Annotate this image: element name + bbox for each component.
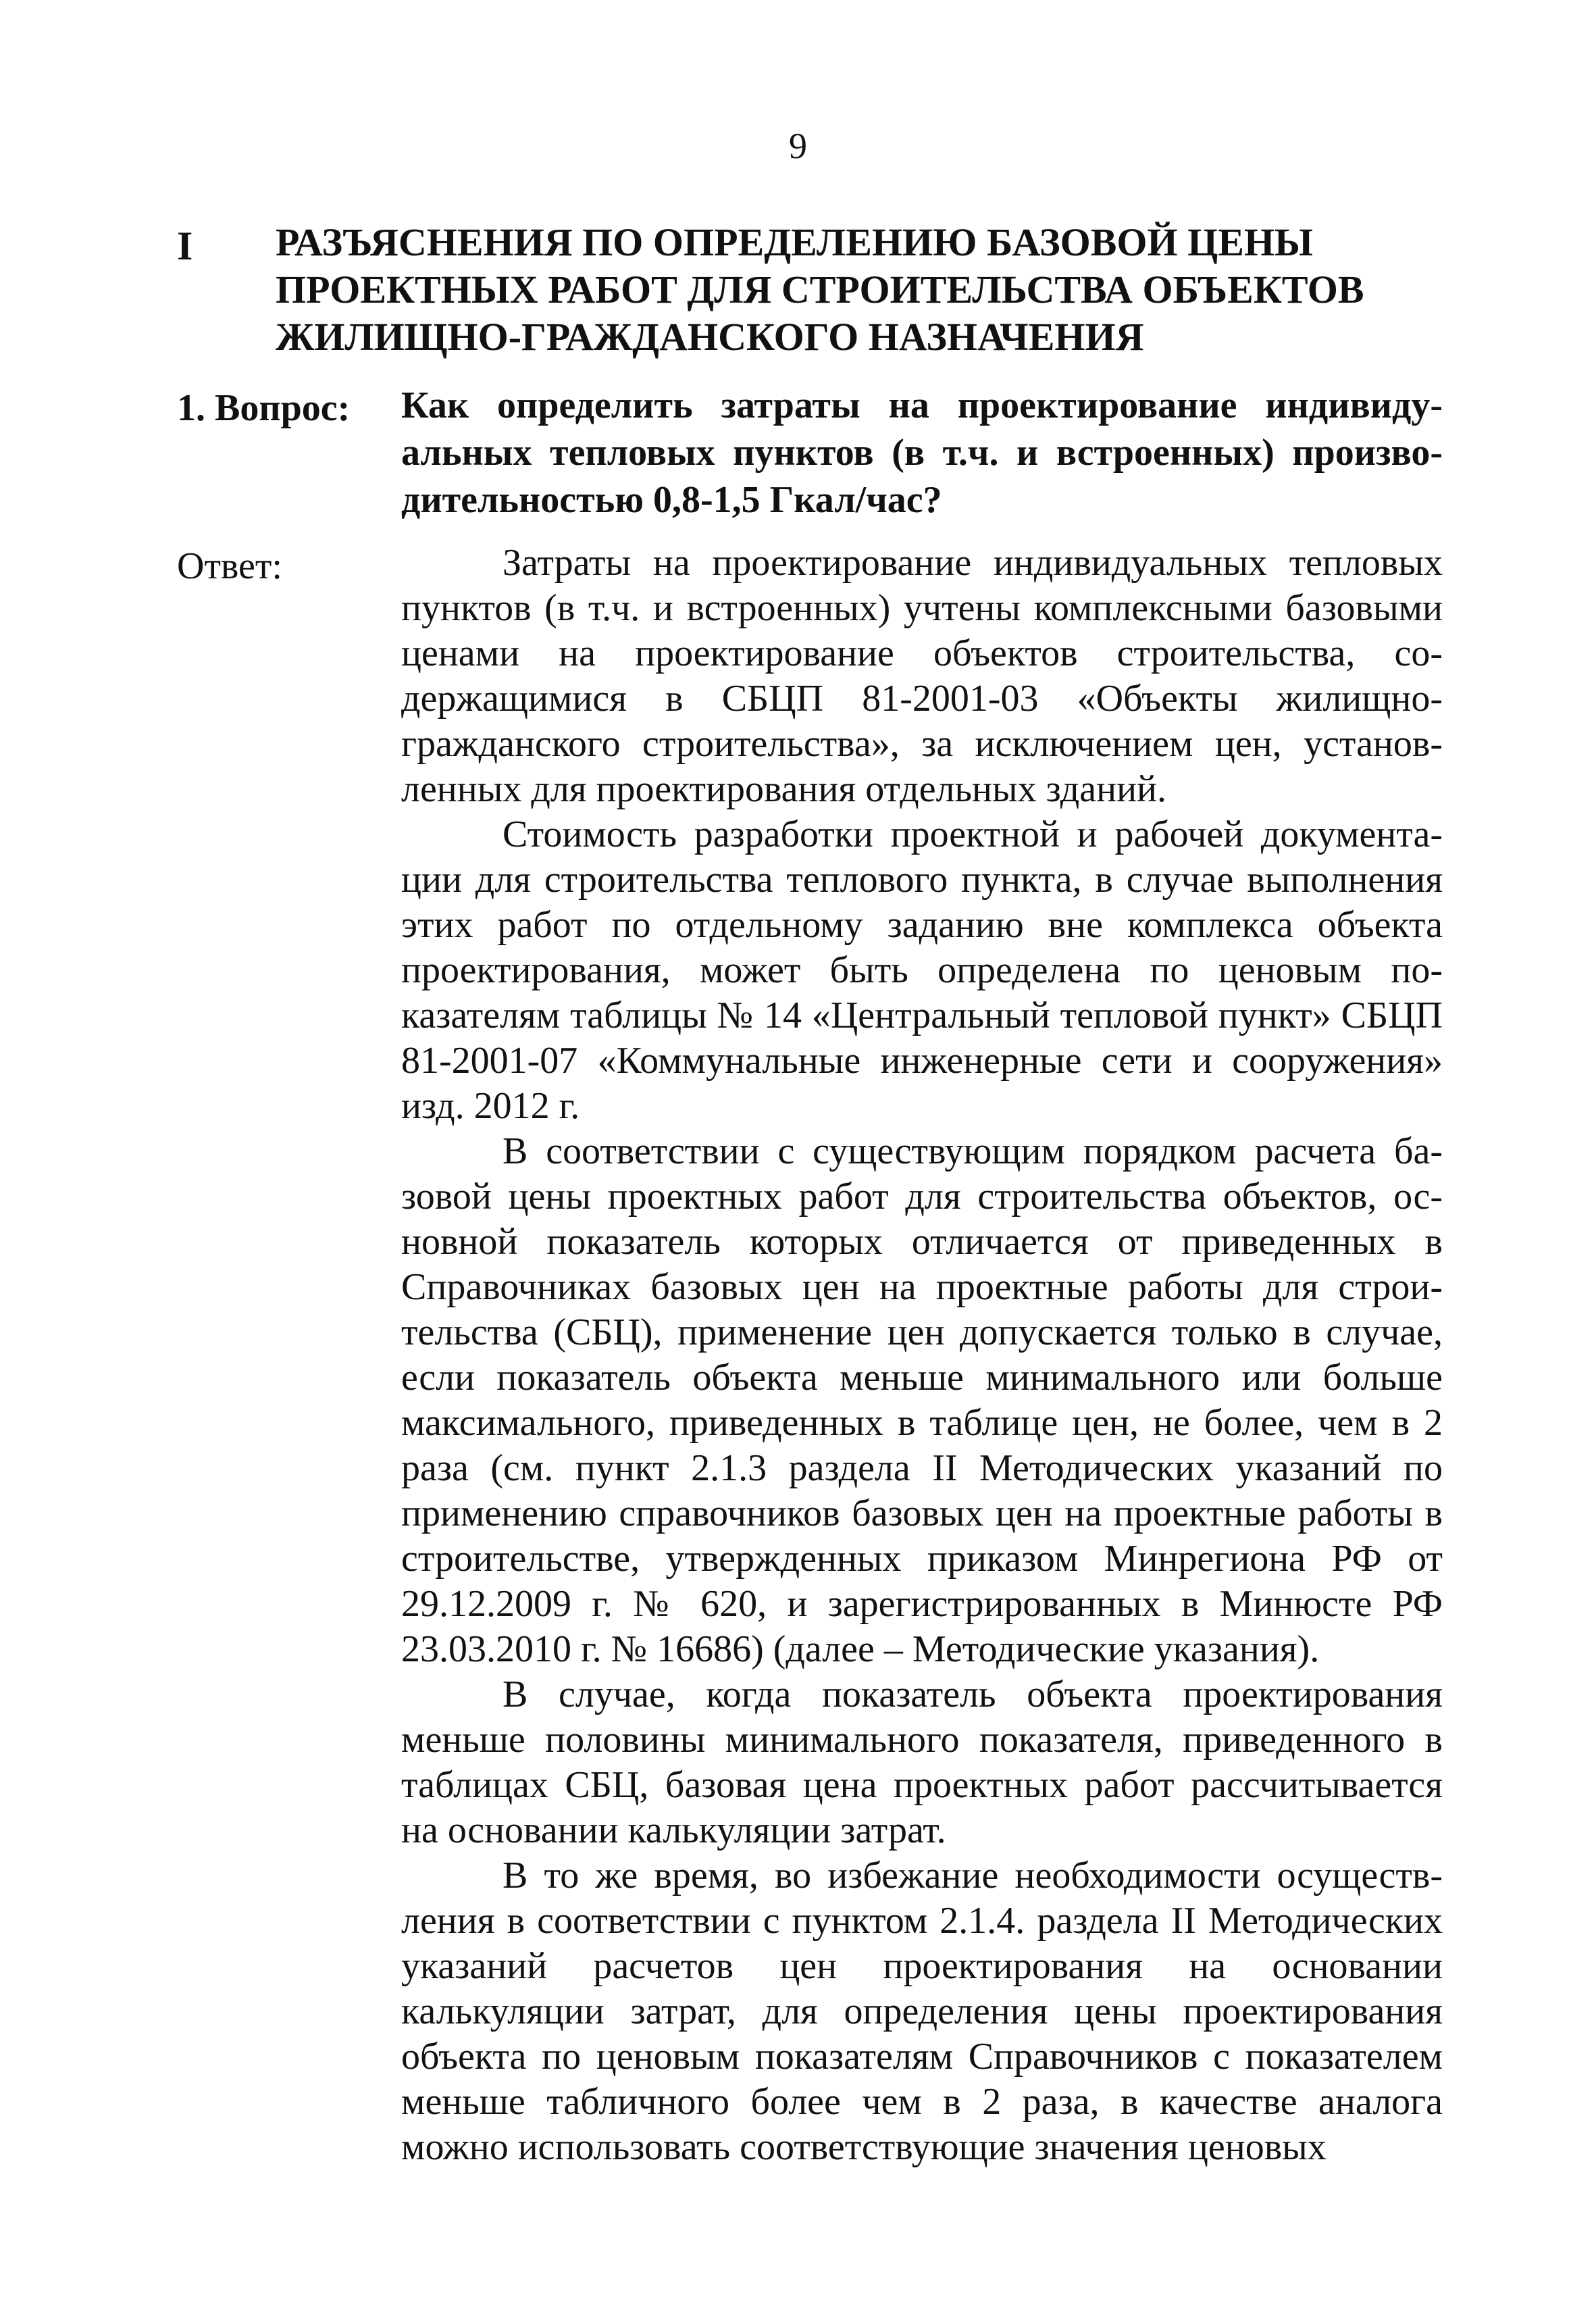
question-label: 1. Вопрос: (177, 387, 351, 429)
answer-paragraph: В то же время, во избежание необходимости осуществления в соответствии с пунктом 2.1.4. раздела II Методических указаний расчетов цен проектирования на основании калькуляции затрат, для определения цены проектирования объекта по ценовым показателям Справочников с показателем меньше табличного более чем в 2 раза, в качестве аналога можно использовать соответствующие значения ценовых (401, 1855, 1443, 2168)
answer-label: Ответ: (177, 545, 282, 587)
question-text: Как определить затраты на проектирование индивидуальных тепловых пунктов (в т.ч. и встроенных) производительностью 0,8-1,5 Гкал/час? (401, 384, 1443, 521)
section-title-line: РАЗЪЯСНЕНИЯ ПО ОПРЕДЕЛЕНИЮ БАЗОВОЙ ЦЕНЫ (276, 220, 1314, 264)
answer-paragraph: В соответствии с существующим порядком расчета базовой цены проектных работ для строительства объектов, основной показатель которых отличается от приведенных в Справочниках базовых цен на проектные работы для строительства (СБЦ), применение цен допускается только в случае, если показатель объекта меньше минимального или больше максимального, приведенных в таблице цен, не более, чем в 2 раза (см. пункт 2.1.3 раздела II Методических указаний по применению справочников базовых цен на проектные работы в строительстве, утвержденных приказом Минрегиона РФ от 29.12.2009 г. № 620, и зарегистрированных в Минюсте РФ 23.03.2010 г. № 16686) (далее – Методические указания). (401, 1130, 1443, 1670)
section-title (276, 219, 1424, 361)
section-title-line: ЖИЛИЩНО-ГРАЖДАНСКОГО НАЗНАЧЕНИЯ (276, 315, 1144, 359)
answer-paragraph: Затраты на проектирование индивидуальных тепловых пунктов (в т.ч. и встроенных) учтены комплексными базовыми ценами на проектирование объектов строительства, содержащимися в СБЦП 81-2001-03 «Объекты жилищно-гражданского строительства», за исключением цен, установленных для проектирования отдельных зданий. (401, 542, 1443, 810)
page-number: 9 (789, 126, 807, 166)
section-title-line: ПРОЕКТНЫХ РАБОТ ДЛЯ СТРОИТЕЛЬСТВА ОБЪЕКТОВ (276, 268, 1364, 311)
answer-paragraph: В случае, когда показатель объекта проектирования меньше половины минимального показателя, приведенного в таблицах СБЦ, базовая цена проектных работ рассчитывается на основании калькуляции затрат. (401, 1674, 1443, 1851)
answer-paragraph: Стоимость разработки проектной и рабочей документации для строительства теплового пункта, в случае выполнения этих работ по отдельному заданию вне комплекса объекта проектирования, может быть определена по ценовым показателям таблицы № 14 «Центральный тепловой пункт» СБЦП 81-2001-07 «Коммунальные инженерные сети и сооружения» изд. 2012 г. (401, 813, 1443, 1127)
answer-body (401, 540, 1443, 2170)
section-number: I (177, 224, 193, 268)
